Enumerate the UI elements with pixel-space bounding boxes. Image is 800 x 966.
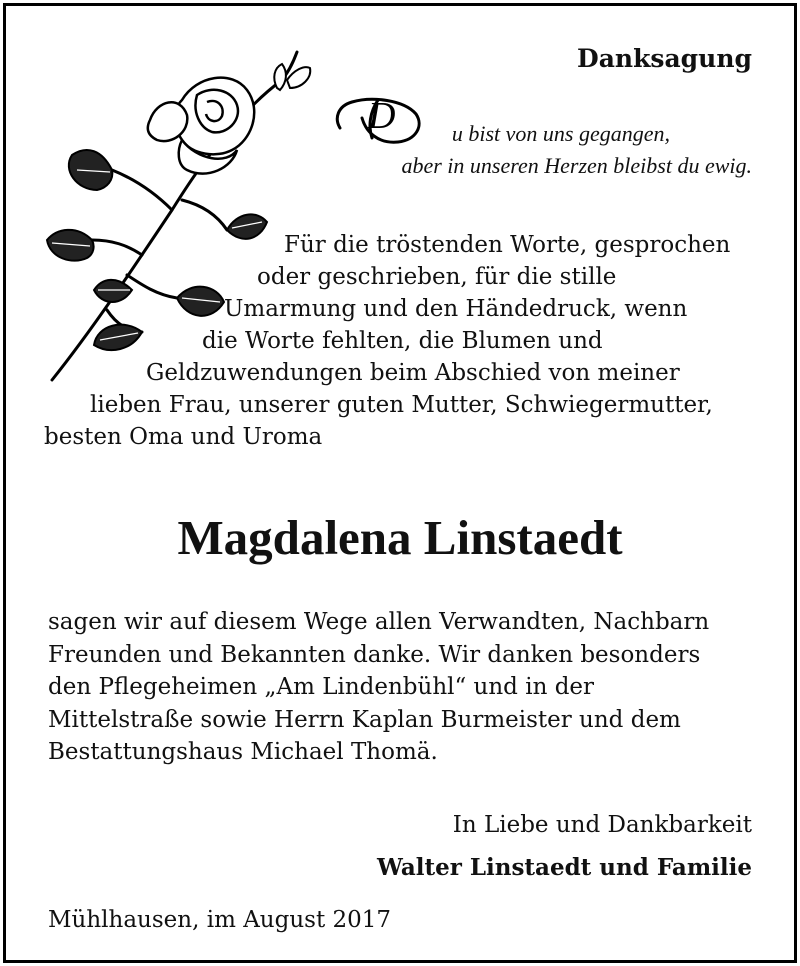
body-line: Bestattungshaus Michael Thomä.: [48, 739, 438, 765]
page-title: Danksagung: [577, 44, 752, 73]
intro-line: oder geschrieben, für die stille: [257, 264, 617, 290]
intro-line: die Worte fehlten, die Blumen und: [202, 328, 603, 354]
signature: Walter Linstaedt und Familie: [377, 854, 752, 881]
motto-line: u bist von uns gegangen,: [451, 121, 670, 146]
body-line: sagen wir auf diesem Wege allen Verwandten, Nachbarn: [48, 609, 710, 635]
intro-line: Umarmung und den Händedruck, wenn: [224, 296, 688, 322]
intro-line: lieben Frau, unserer guten Mutter, Schwiegermutter,: [90, 392, 713, 418]
intro-line: Für die tröstenden Worte, gesprochen: [284, 232, 731, 258]
motto-text: [401, 118, 752, 182]
motto-line: aber in unseren Herzen bleibst du ewig.: [401, 153, 752, 178]
body-line: Mittelstraße sowie Herrn Kaplan Burmeister und dem: [48, 706, 681, 733]
deceased-name: Magdalena Linstaedt: [177, 510, 623, 565]
place-date: Mühlhausen, im August 2017: [48, 907, 392, 933]
intro-line: Geldzuwendungen beim Abschied von meiner: [146, 360, 680, 386]
intro-line: besten Oma und Uroma: [44, 424, 323, 450]
closing-line: In Liebe und Dankbarkeit: [452, 812, 752, 838]
body-line: den Pflegeheimen „Am Lindenbühl“ und in der: [48, 674, 595, 700]
obituary-card: [3, 3, 797, 963]
body-line: Freunden und Bekannten danke. Wir danken besonders: [48, 641, 701, 668]
body-text: [48, 606, 768, 769]
svg-text:D: D: [368, 95, 396, 137]
